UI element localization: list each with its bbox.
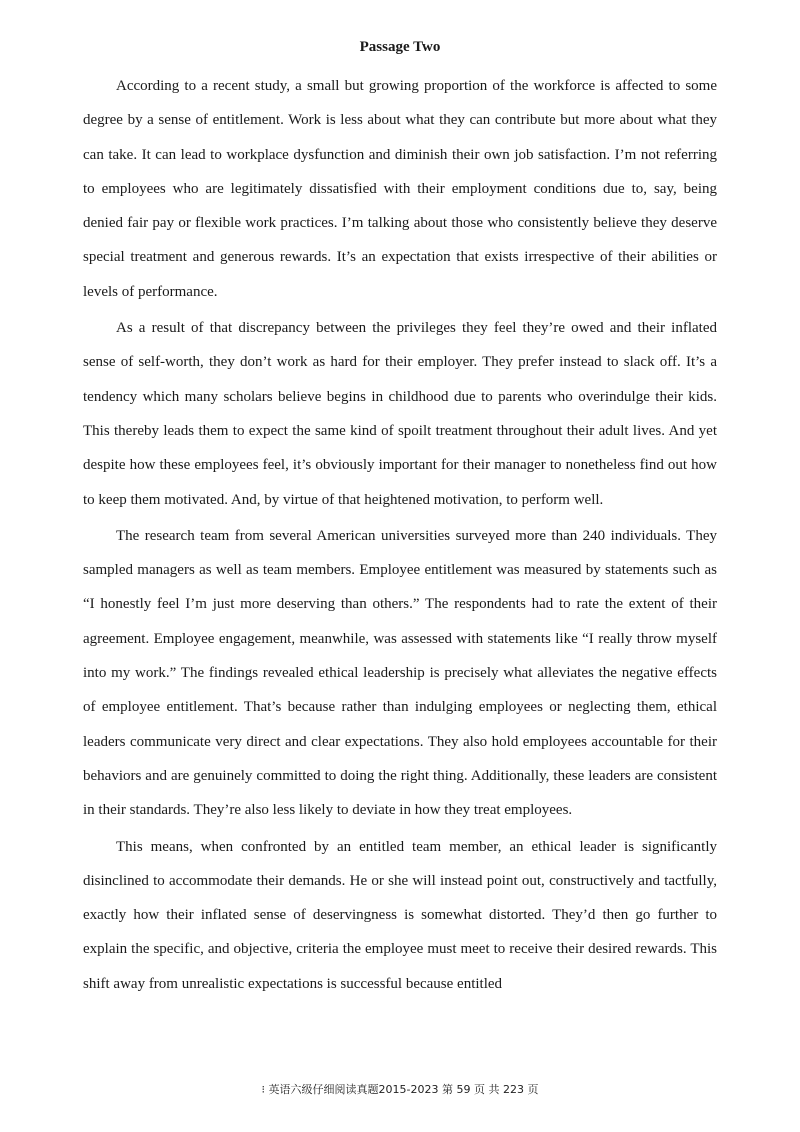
- passage-title: Passage Two: [359, 39, 441, 55]
- document-page: [83, 37, 717, 1003]
- paragraph-1: According to a recent study, a small but growing proportion of the workforce is affected to some degree by a sense of entitlement. Work is less about what they can contribute but more about what they can take. It can lead to workplace dysfunction and diminish their own job satisfaction. I’m not referring to employees who are legitimately dissatisfied with their employment conditions due to, say, being denied fair pay or flexible work practices. I’m talking about those who consistently believe they deserve special treatment and generous rewards. It’s an expectation that exists irrespective of their abilities or levels of performance.: [83, 78, 717, 300]
- paragraph-3: The research team from several American universities surveyed more than 240 individuals. They sampled managers as well as team members. Employee entitlement was measured by statements such as “I honestly feel I’m just more deserving than others.” The respondents had to rate the extent of their agreement. Employee engagement, meanwhile, was assessed with statements like “I really throw myself into my work.” The findings revealed ethical leadership is precisely what alleviates the negative effects of employee entitlement. That’s because rather than indulging employees or neglecting them, ethical leaders communicate very direct and clear expectations. They also hold employees accountable for their behaviors and are genuinely committed to doing the right thing. Additionally, these leaders are consistent in their standards. They’re also less likely to deviate in how they treat employees.: [83, 527, 717, 819]
- paragraph-2: As a result of that discrepancy between the privileges they feel they’re owed and their inflated sense of self-worth, they don’t work as hard for their employer. They prefer instead to slack off. It’s a tendency which many scholars believe begins in childhood due to parents who overindulge their kids. This thereby leads them to expect the same kind of spoilt treatment throughout their adult lives. And yet despite how these employees feel, it’s obviously important for their manager to nonetheless find out how to keep them motivated. And, by virtue of that heightened motivation, to perform well.: [83, 320, 717, 508]
- paragraph-4: This means, when confronted by an entitled team member, an ethical leader is significantly disinclined to accommodate their demands. He or she will instead point out, constructively and tactfully, exactly how their inflated sense of deservingness is somewhat distorted. They’d then go further to explain the specific, and objective, criteria the employee must meet to receive their desired rewards. This shift away from unrealistic expectations is successful because entitled: [83, 838, 717, 992]
- page-footer: ⁝ 英语六级仔细阅读真题2015-2023 第 59 页 共 223 页: [261, 1083, 539, 1096]
